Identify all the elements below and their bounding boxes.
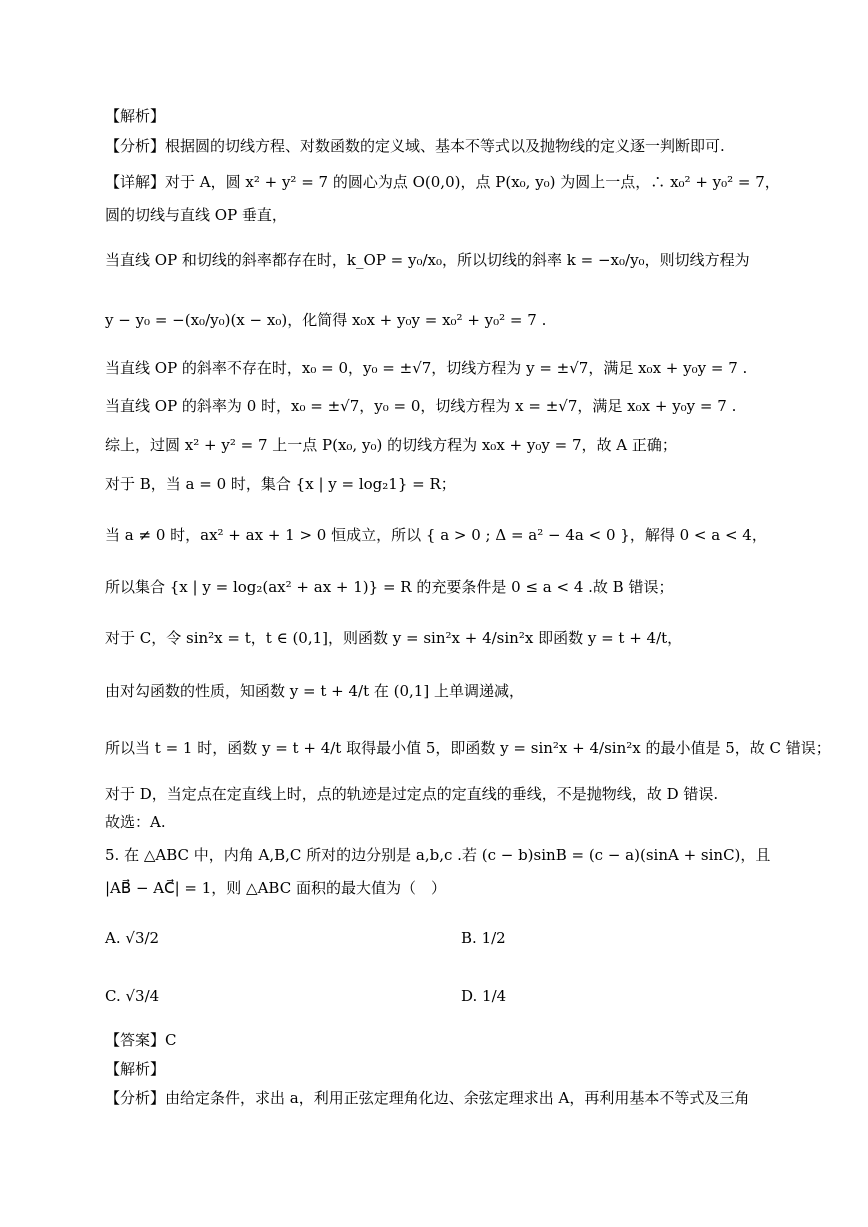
question-5-stem-cont: |AB⃗ − AC⃗| = 1，则 △ABC 面积的最大值为（ ）	[105, 879, 446, 897]
text-line: 对于 D，当定点在定直线上时，点的轨迹是过定点的定直线的垂线，不是抛物线，故 D 错误.	[105, 785, 719, 803]
text-line: 当 a ≠ 0 时，ax² + ax + 1 > 0 恒成立，所以 { a > 0 ; Δ = a² − 4a < 0 }，解得 0 < a < 4，	[105, 526, 767, 544]
option-label: D.	[461, 987, 478, 1005]
text-line: 【解析】	[105, 107, 166, 125]
text-line: y − y₀ = −(x₀/y₀)(x − x₀)，化简得 x₀x + y₀y = x₀² + y₀² = 7 .	[105, 311, 547, 329]
text-line: 对于 C，令 sin²x = t，t ∈ (0,1]，则函数 y = sin²x + 4/sin²x 即函数 y = t + 4/t，	[105, 629, 683, 647]
option-value: 1/4	[482, 987, 507, 1005]
option-value: 1/2	[481, 929, 506, 947]
text-line: 所以集合 {x | y = log₂(ax² + ax + 1)} = R 的充要条件是 0 ≤ a < 4 .故 B 错误；	[105, 578, 674, 596]
option-value: √3/2	[125, 929, 160, 947]
option-value: √3/4	[125, 987, 160, 1005]
text-line: 当直线 OP 和切线的斜率都存在时，k_OP = y₀/x₀，所以切线的斜率 k = −x₀/y₀，则切线方程为	[105, 251, 750, 269]
text-line: 当直线 OP 的斜率为 0 时，x₀ = ±√7，y₀ = 0，切线方程为 x = ±√7，满足 x₀x + y₀y = 7 .	[105, 397, 737, 415]
option-d	[461, 986, 506, 1006]
text-line: 圆的切线与直线 OP 垂直，	[105, 206, 287, 224]
question-5-stem: 5. 在 △ABC 中，内角 A,B,C 所对的边分别是 a,b,c .若 (c − b)sinB = (c − a)(sinA + sinC)，且	[105, 846, 771, 864]
text-line: 故选：A.	[105, 813, 166, 831]
analysis-heading: 【解析】	[105, 1060, 166, 1078]
option-label: C.	[105, 987, 121, 1005]
text-line: 【分析】根据圆的切线方程、对数函数的定义域、基本不等式以及抛物线的定义逐一判断即可.	[105, 137, 725, 155]
option-label: B.	[461, 929, 477, 947]
option-c	[105, 986, 159, 1006]
answer-line: 【答案】C	[105, 1031, 177, 1049]
text-line: 【详解】对于 A，圆 x² + y² = 7 的圆心为点 O(0,0)，点 P(x₀, y₀) 为圆上一点，∴ x₀² + y₀² = 7，	[105, 173, 780, 191]
text-line: 由对勾函数的性质，知函数 y = t + 4/t 在 (0,1] 上单调递减，	[105, 682, 524, 700]
text-line: 当直线 OP 的斜率不存在时，x₀ = 0，y₀ = ±√7，切线方程为 y = ±√7，满足 x₀x + y₀y = 7 .	[105, 359, 748, 377]
text-line: 所以当 t = 1 时，函数 y = t + 4/t 取得最小值 5，即函数 y = sin²x + 4/sin²x 的最小值是 5，故 C 错误；	[105, 739, 831, 757]
option-label: A.	[105, 929, 121, 947]
text-line: 对于 B，当 a = 0 时，集合 {x | y = log₂1} = R；	[105, 475, 456, 493]
text-line: 综上，过圆 x² + y² = 7 上一点 P(x₀, y₀) 的切线方程为 x₀x + y₀y = 7，故 A 正确；	[105, 436, 677, 454]
option-a	[105, 928, 159, 948]
analysis-line: 【分析】由给定条件，求出 a，利用正弦定理角化边、余弦定理求出 A，再利用基本不等式及三角	[105, 1089, 750, 1107]
option-b	[461, 928, 506, 948]
